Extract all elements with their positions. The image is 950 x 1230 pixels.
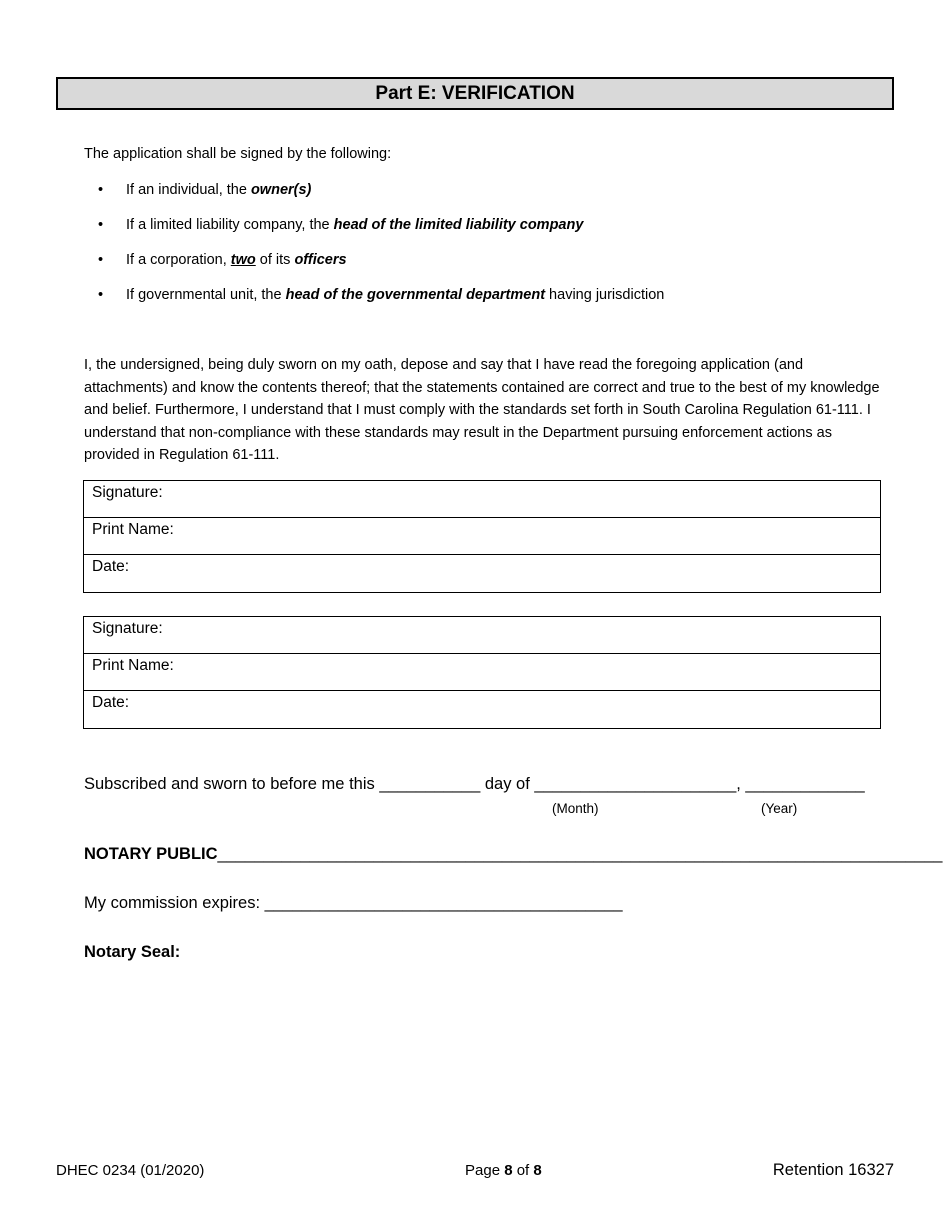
notary-public-label: NOTARY PUBLIC [84,845,218,863]
bullet-icon: • [98,252,104,268]
notary-public-line[interactable]: NOTARY PUBLIC_______________________________________________________________________________ [84,845,943,863]
commission-expires-line[interactable]: My commission expires: _______________________________________ [84,894,623,912]
signature-field[interactable]: Signature: [84,617,880,654]
emphasis: head of the limited liability company [333,217,584,233]
list-item: • If governmental unit, the head of the governmental department having jurisdiction [98,287,665,303]
signature-block-1 [83,480,881,593]
intro-text: The application shall be signed by the following: [84,146,392,162]
year-caption: (Year) [761,801,798,816]
print-name-field[interactable]: Print Name: [84,518,880,555]
emphasis: two [230,252,256,268]
signature-field[interactable]: Signature: [84,481,880,518]
bullet-icon: • [98,287,104,303]
emphasis: owner(s) [250,182,312,198]
oath-paragraph: I, the undersigned, being duly sworn on my oath, depose and say that I have read the foregoing application (and attachments) and know the contents thereof; that the statements contained are correct and true to the best of my knowledge and belief. Furthermore, I understand that I must comply with the standards set forth in South Carolina Regulation 61-111. I understand that non-compliance with these standards may result in the Department pursuing enforcement actions as provided in Regulation 61-111. [84,357,880,463]
notary-seal-label: Notary Seal: [84,943,181,961]
print-name-field[interactable]: Print Name: [84,654,880,691]
sworn-statement[interactable]: Subscribed and sworn to before me this ___________ day of ______________________, _____________ [84,775,865,793]
emphasis: officers [294,252,347,268]
page-number: Page 8 of 8 [465,1162,542,1179]
date-field[interactable]: Date: [92,558,130,575]
form-id: DHEC 0234 (01/2020) [56,1162,205,1179]
date-field[interactable]: Date: [92,694,130,711]
list-item: • If an individual, the owner(s) [98,182,312,198]
signature-block-2 [83,616,881,729]
section-title: Part E: VERIFICATION [375,82,575,104]
bullet-icon: • [98,217,104,233]
signer-requirements-list [84,181,664,321]
retention-label: Retention 16327 [772,1161,894,1179]
month-caption: (Month) [552,801,599,816]
list-item: • If a limited liability company, the head of the limited liability company [98,217,584,233]
emphasis: head of the governmental department [285,287,546,303]
bullet-icon: • [98,182,104,198]
list-item: • If a corporation, two of its officers [98,252,347,268]
section-header [56,77,894,110]
